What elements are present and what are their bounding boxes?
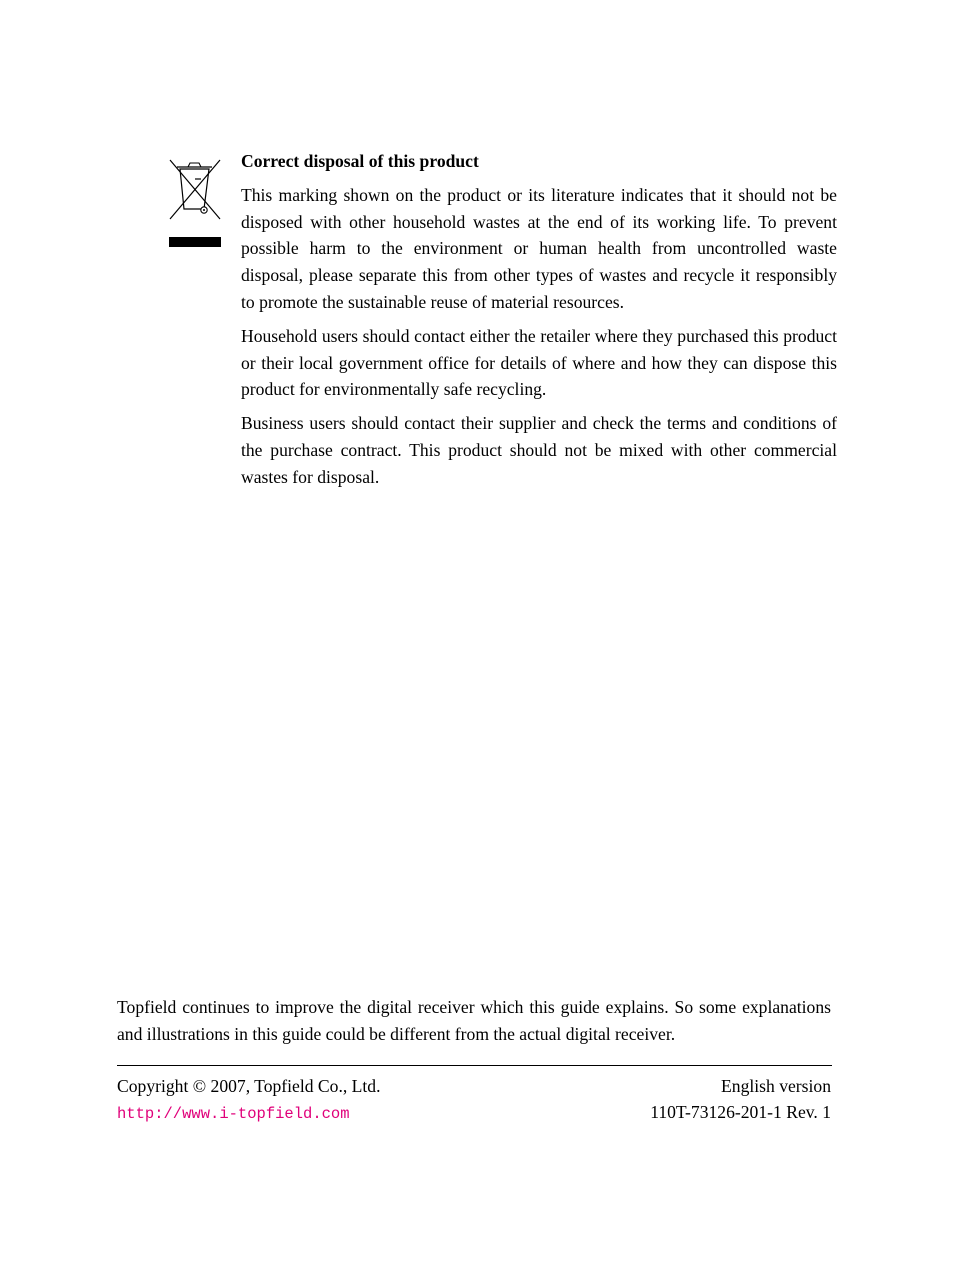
document-number: 110T-73126-201-1 Rev. 1 <box>650 1102 831 1122</box>
footer-divider <box>117 1065 832 1066</box>
footer-row-bottom <box>117 1099 831 1127</box>
disposal-paragraph-business: Business users should contact their supplier and check the terms and conditions of the purchase contract. This product should not be mixed with other commercial wastes for disposal. <box>241 413 837 487</box>
disposal-title: Correct disposal of this product <box>241 151 479 171</box>
copyright-text: Copyright © 2007, Topfield Co., Ltd. <box>117 1076 381 1096</box>
disposal-paragraph-marking: This marking shown on the product or its literature indicates that it should not be disposed with other household wastes at the end of its working life. To prevent possible harm to the environment or human health from uncontrolled waste disposal, please separate this from other types of wastes and recycle it responsibly to promote the sustainable reuse of material resources. <box>241 184 837 312</box>
footer-row-top <box>117 1073 831 1099</box>
disposal-section <box>241 148 837 498</box>
disposal-paragraph-household: Household users should contact either the retailer where they purchased this product or their local government office for details of where and how they can dispose this product for environmentally safe recycling. <box>241 325 837 400</box>
improvement-notice: Topfield continues to improve the digital receiver which this guide explains. So some explanations and illustrations in this guide could be different from the actual digital receiver. <box>117 997 831 1044</box>
version-text: English version <box>721 1076 831 1096</box>
footer <box>117 1073 831 1127</box>
crossed-out-wheelie-bin-icon <box>168 157 222 249</box>
website-link[interactable]: http://www.i-topfield.com <box>117 1105 350 1123</box>
